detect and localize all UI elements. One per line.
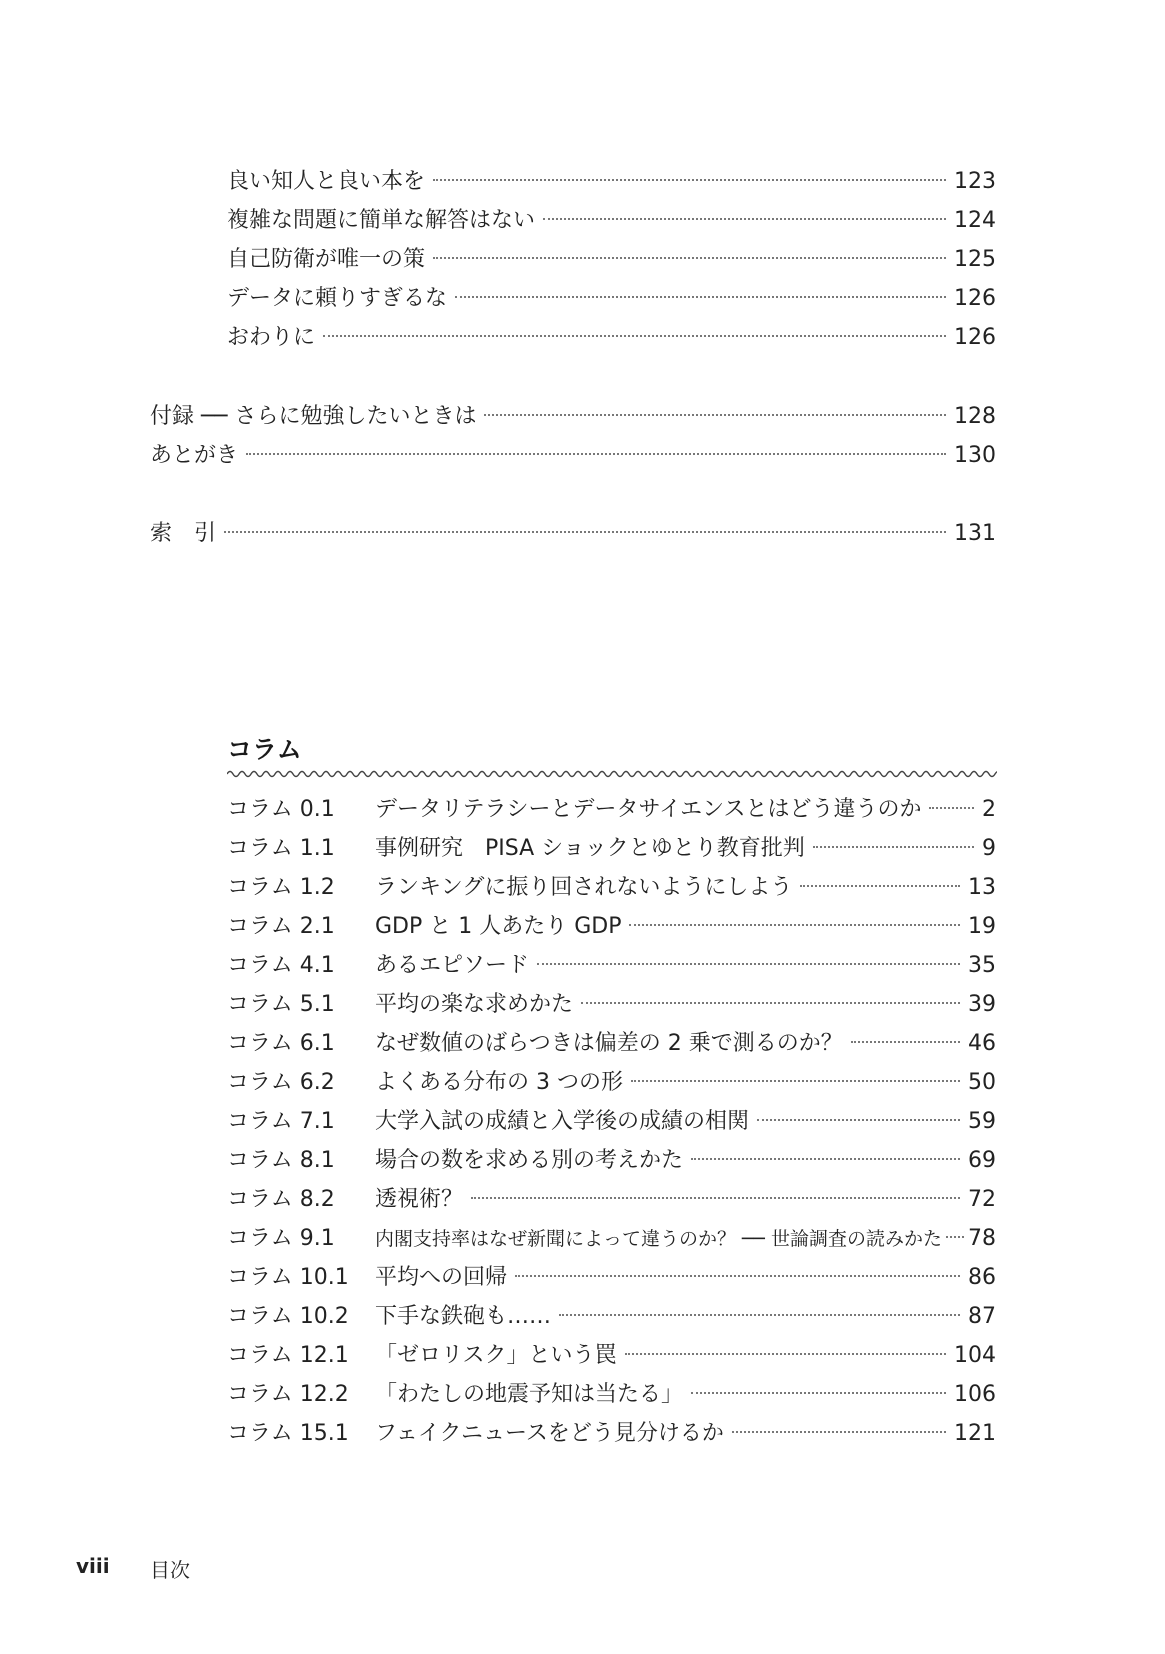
column-label: コラム 6.1 bbox=[227, 1031, 335, 1056]
column-title: 内閣支持率はなぜ新聞によって違うのか？ ── 世論調査の読みかた bbox=[375, 1228, 942, 1250]
dot-leader bbox=[224, 531, 946, 533]
column-list-heading: コラム bbox=[227, 735, 302, 764]
column-title: ランキングに振り回されないようにしよう bbox=[375, 875, 793, 900]
dot-leader bbox=[581, 1002, 960, 1004]
column-label: コラム 4.1 bbox=[227, 953, 335, 978]
column-page: 59 bbox=[968, 1109, 996, 1134]
column-title: よくある分布の 3 つの形 bbox=[375, 1070, 623, 1095]
column-title: あるエピソード bbox=[375, 953, 530, 978]
column-entry[interactable] bbox=[227, 795, 996, 825]
column-page: 46 bbox=[968, 1031, 996, 1056]
toc-entry[interactable] bbox=[227, 284, 996, 314]
column-page: 86 bbox=[968, 1265, 996, 1290]
column-title: 下手な鉄砲も…… bbox=[375, 1304, 552, 1329]
column-entry[interactable] bbox=[227, 1341, 996, 1371]
page-number: viii bbox=[76, 1554, 110, 1578]
column-title: 平均への回帰 bbox=[375, 1265, 508, 1290]
column-label: コラム 0.1 bbox=[227, 797, 335, 822]
column-page: 106 bbox=[954, 1382, 996, 1407]
column-entry[interactable] bbox=[227, 990, 996, 1020]
column-title: データリテラシーとデータサイエンスとはどう違うのか bbox=[375, 797, 922, 822]
column-entry[interactable] bbox=[227, 1029, 996, 1059]
dot-leader bbox=[946, 1236, 964, 1238]
column-page: 78 bbox=[968, 1226, 996, 1251]
toc-entry-title: 付録 ── さらに勉強したいときは bbox=[150, 404, 477, 429]
dot-leader bbox=[323, 335, 946, 337]
column-label: コラム 10.1 bbox=[227, 1265, 349, 1290]
column-page: 69 bbox=[968, 1148, 996, 1173]
column-page: 121 bbox=[954, 1421, 996, 1446]
column-page: 35 bbox=[968, 953, 996, 978]
dot-leader bbox=[471, 1197, 960, 1199]
column-entry[interactable] bbox=[227, 1302, 996, 1332]
column-title: なぜ数値のばらつきは偏差の 2 乗で測るのか？ bbox=[375, 1031, 843, 1056]
dot-leader bbox=[732, 1431, 946, 1433]
column-label: コラム 5.1 bbox=[227, 992, 335, 1017]
column-title: GDP と 1 人あたり GDP bbox=[375, 914, 622, 939]
column-label: コラム 1.2 bbox=[227, 875, 335, 900]
column-entry[interactable] bbox=[227, 1380, 996, 1410]
column-page: 13 bbox=[968, 875, 996, 900]
toc-entry-title: 複雑な問題に簡単な解答はない bbox=[227, 208, 536, 233]
toc-entry-title: 索 引 bbox=[150, 521, 217, 546]
toc-entry[interactable] bbox=[227, 323, 996, 353]
dot-leader bbox=[691, 1392, 946, 1394]
toc-entry-title: あとがき bbox=[150, 443, 239, 468]
column-title: 平均の楽な求めかた bbox=[375, 992, 574, 1017]
toc-entry-page: 126 bbox=[954, 286, 996, 311]
column-label: コラム 10.2 bbox=[227, 1304, 349, 1329]
toc-entry-index[interactable] bbox=[150, 519, 996, 549]
column-page: 9 bbox=[982, 836, 996, 861]
column-page: 104 bbox=[954, 1343, 996, 1368]
column-label: コラム 6.2 bbox=[227, 1070, 335, 1095]
toc-entry[interactable] bbox=[227, 206, 996, 236]
toc-entry-page: 130 bbox=[954, 443, 996, 468]
column-title: 「ゼロリスク」という罠 bbox=[375, 1343, 617, 1368]
column-page: 87 bbox=[968, 1304, 996, 1329]
toc-entry-page: 123 bbox=[954, 169, 996, 194]
column-title: 事例研究 PISA ショックとゆとり教育批判 bbox=[375, 836, 805, 861]
column-entry[interactable] bbox=[227, 1107, 996, 1137]
column-entry[interactable] bbox=[227, 1185, 996, 1215]
toc-entry-page: 125 bbox=[954, 247, 996, 272]
toc-entry-page: 128 bbox=[954, 404, 996, 429]
column-entry[interactable] bbox=[227, 1146, 996, 1176]
toc-entry-title: 自己防衛が唯一の策 bbox=[227, 247, 426, 272]
toc-entry-page: 131 bbox=[954, 521, 996, 546]
dot-leader bbox=[559, 1314, 960, 1316]
column-page: 50 bbox=[968, 1070, 996, 1095]
column-label: コラム 12.1 bbox=[227, 1343, 349, 1368]
dot-leader bbox=[691, 1158, 960, 1160]
dot-leader bbox=[800, 885, 960, 887]
column-label: コラム 9.1 bbox=[227, 1226, 335, 1251]
dot-leader bbox=[851, 1041, 960, 1043]
column-page: 2 bbox=[982, 797, 996, 822]
column-entry[interactable] bbox=[227, 1068, 996, 1098]
column-title: フェイクニュースをどう見分けるか bbox=[375, 1421, 724, 1446]
dot-leader bbox=[629, 924, 960, 926]
toc-entry-appendix[interactable] bbox=[150, 402, 996, 432]
toc-entry-title: おわりに bbox=[227, 325, 316, 350]
column-label: コラム 1.1 bbox=[227, 836, 335, 861]
dot-leader bbox=[455, 296, 946, 298]
column-label: コラム 15.1 bbox=[227, 1421, 349, 1446]
toc-entry-page: 124 bbox=[954, 208, 996, 233]
column-label: コラム 7.1 bbox=[227, 1109, 335, 1134]
dot-leader bbox=[537, 963, 960, 965]
dot-leader bbox=[543, 218, 946, 220]
wavy-divider bbox=[227, 768, 997, 780]
dot-leader bbox=[631, 1080, 960, 1082]
column-entry[interactable] bbox=[227, 1224, 996, 1254]
column-label: コラム 8.2 bbox=[227, 1187, 335, 1212]
column-page: 72 bbox=[968, 1187, 996, 1212]
column-title: 場合の数を求める別の考えかた bbox=[375, 1148, 684, 1173]
toc-entry-title: 良い知人と良い本を bbox=[227, 169, 426, 194]
dot-leader bbox=[433, 257, 946, 259]
column-entry[interactable] bbox=[227, 873, 996, 903]
dot-leader bbox=[515, 1275, 960, 1277]
dot-leader bbox=[433, 179, 946, 181]
toc-entry-title: データに頼りすぎるな bbox=[227, 286, 448, 311]
column-label: コラム 2.1 bbox=[227, 914, 335, 939]
column-entry[interactable] bbox=[227, 1419, 996, 1449]
toc-entry-page: 126 bbox=[954, 325, 996, 350]
column-page: 19 bbox=[968, 914, 996, 939]
column-entry[interactable] bbox=[227, 912, 996, 942]
toc-entry[interactable] bbox=[227, 245, 996, 275]
column-label: コラム 8.1 bbox=[227, 1148, 335, 1173]
column-title: 大学入試の成績と入学後の成績の相関 bbox=[375, 1109, 750, 1134]
dot-leader bbox=[929, 807, 974, 809]
column-title: 「わたしの地震予知は当たる」 bbox=[375, 1382, 684, 1407]
column-entry[interactable] bbox=[227, 1263, 996, 1293]
dot-leader bbox=[246, 453, 946, 455]
toc-entry-afterword[interactable] bbox=[150, 441, 996, 471]
column-title: 透視術？ bbox=[375, 1187, 464, 1212]
column-page: 39 bbox=[968, 992, 996, 1017]
dot-leader bbox=[484, 414, 946, 416]
column-entry[interactable] bbox=[227, 951, 996, 981]
dot-leader bbox=[757, 1119, 960, 1121]
toc-entry[interactable] bbox=[227, 167, 996, 197]
column-entry[interactable] bbox=[227, 834, 996, 864]
running-footer-section: 目次 bbox=[150, 1558, 190, 1582]
column-label: コラム 12.2 bbox=[227, 1382, 349, 1407]
dot-leader bbox=[625, 1353, 946, 1355]
dot-leader bbox=[813, 846, 974, 848]
